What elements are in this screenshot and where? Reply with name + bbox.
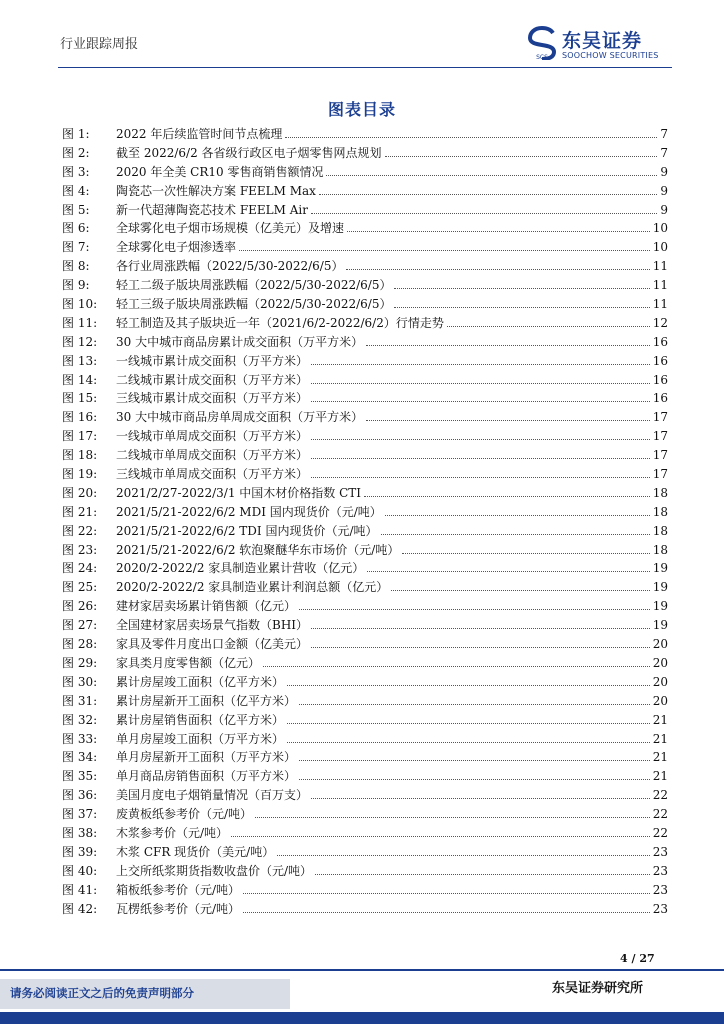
toc-page-number: 10: [652, 221, 668, 236]
toc-entry[interactable]: [62, 881, 668, 900]
toc-leader-dots: [347, 231, 650, 232]
toc-page-number: 23: [652, 844, 668, 859]
toc-figure-title: 轻工三级子版块周涨跌幅（2022/5/30-2022/6/5）: [116, 297, 392, 312]
toc-leader-dots: [299, 760, 650, 761]
toc-leader-dots: [326, 175, 657, 176]
toc-page-number: 20: [652, 637, 668, 652]
toc-leader-dots: [311, 798, 650, 799]
toc-entry[interactable]: [62, 862, 668, 881]
toc-entry[interactable]: [62, 182, 668, 201]
toc-leader-dots: [447, 326, 650, 327]
toc-page-number: 19: [652, 618, 668, 633]
toc-entry[interactable]: [62, 767, 668, 786]
toc-page-number: 11: [652, 278, 668, 293]
toc-figure-label: 图 25:: [62, 580, 98, 595]
toc-entry[interactable]: [62, 541, 668, 560]
toc-figure-label: 图 29:: [62, 655, 98, 670]
toc-figure-title: 三线城市单周成交面积（万平方米）: [116, 467, 309, 482]
table-of-figures: [62, 125, 668, 918]
toc-page-number: 20: [652, 693, 668, 708]
toc-leader-dots: [311, 477, 650, 478]
toc-figure-title: 木浆参考价（元/吨）: [116, 825, 229, 840]
toc-page-number: 9: [660, 202, 668, 217]
toc-figure-label: 图 23:: [62, 542, 98, 557]
toc-figure-title: 截至 2022/6/2 各省级行政区电子烟零售网点规划: [116, 145, 382, 160]
toc-leader-dots: [311, 628, 650, 629]
toc-page-number: 21: [652, 769, 668, 784]
toc-page-number: 19: [652, 599, 668, 614]
toc-entry[interactable]: [62, 843, 668, 862]
toc-figure-label: 图 8:: [62, 259, 90, 274]
toc-figure-label: 图 3:: [62, 164, 90, 179]
toc-page-number: 17: [652, 410, 668, 425]
toc-entry[interactable]: [62, 654, 668, 673]
toc-leader-dots: [346, 269, 649, 270]
toc-figure-title: 全球雾化电子烟渗透率: [116, 240, 237, 255]
toc-page-number: 16: [652, 391, 668, 406]
page-number: 4 / 27: [620, 952, 655, 965]
toc-figure-label: 图 11:: [62, 315, 98, 330]
toc-page-number: 18: [652, 485, 668, 500]
toc-leader-dots: [299, 779, 650, 780]
toc-figure-label: 图 18:: [62, 448, 98, 463]
toc-entry[interactable]: [62, 465, 668, 484]
toc-entry[interactable]: [62, 786, 668, 805]
toc-figure-label: 图 36:: [62, 788, 98, 803]
toc-leader-dots: [311, 439, 650, 440]
toc-figure-label: 图 7:: [62, 240, 90, 255]
toc-page-number: 11: [652, 297, 668, 312]
toc-entry[interactable]: [62, 408, 668, 427]
toc-leader-dots: [385, 156, 658, 157]
toc-figure-label: 图 10:: [62, 297, 98, 312]
toc-figure-title: 上交所纸浆期货指数收盘价（元/吨）: [116, 863, 313, 878]
toc-figure-label: 图 1:: [62, 127, 90, 141]
toc-entry[interactable]: [62, 673, 668, 692]
toc-page-number: 17: [652, 429, 668, 444]
toc-leader-dots: [367, 571, 649, 572]
toc-figure-label: 图 16:: [62, 410, 98, 425]
soochow-logo-icon: [528, 26, 556, 60]
toc-leader-dots: [287, 723, 650, 724]
toc-figure-label: 图 26:: [62, 599, 98, 614]
toc-figure-title: 30 大中城市商品房单周成交面积（万平方米）: [116, 410, 364, 425]
toc-leader-dots: [364, 496, 650, 497]
toc-figure-title: 二线城市单周成交面积（万平方米）: [116, 448, 309, 463]
toc-figure-title: 家具及零件月度出口金额（亿美元）: [116, 637, 309, 652]
toc-leader-dots: [255, 817, 650, 818]
toc-figure-label: 图 22:: [62, 523, 98, 538]
toc-leader-dots: [287, 742, 650, 743]
toc-figure-title: 累计房屋新开工面积（亿平方米）: [116, 693, 297, 708]
toc-figure-title: 三线城市累计成交面积（万平方米）: [116, 391, 309, 406]
toc-figure-label: 图 19:: [62, 467, 98, 482]
toc-figure-title: 单月房屋竣工面积（万平方米）: [116, 731, 285, 746]
toc-entry[interactable]: [62, 333, 668, 352]
toc-figure-label: 图 2:: [62, 145, 90, 160]
toc-leader-dots: [311, 401, 650, 402]
disclaimer-banner: [0, 979, 290, 1009]
toc-figure-title: 累计房屋竣工面积（亿平方米）: [116, 674, 285, 689]
toc-page-number: 16: [652, 353, 668, 368]
toc-leader-dots: [311, 364, 650, 365]
toc-entry[interactable]: [62, 635, 668, 654]
toc-figure-title: 各行业周涨跌幅（2022/5/30-2022/6/5）: [116, 259, 344, 274]
toc-figure-label: 图 13:: [62, 353, 98, 368]
toc-leader-dots: [287, 685, 650, 686]
toc-figure-label: 图 12:: [62, 334, 98, 349]
toc-page-number: 19: [652, 580, 668, 595]
toc-entry[interactable]: [62, 748, 668, 767]
toc-page-number: 12: [652, 315, 668, 330]
toc-figure-label: 图 28:: [62, 637, 98, 652]
toc-page-number: 18: [652, 504, 668, 519]
toc-figure-title: 轻工二级子版块周涨跌幅（2022/5/30-2022/6/5）: [116, 278, 392, 293]
toc-page-number: 22: [652, 788, 668, 803]
toc-leader-dots: [299, 704, 650, 705]
toc-entry[interactable]: [62, 522, 668, 541]
toc-figure-title: 2020/2-2022/2 家具制造业累计利润总额（亿元）: [116, 580, 389, 595]
toc-entry[interactable]: [62, 276, 668, 295]
toc-leader-dots: [285, 137, 657, 138]
toc-figure-title: 2020 年全美 CR10 零售商销售额情况: [116, 164, 324, 179]
toc-figure-title: 建材家居卖场累计销售额（亿元）: [116, 599, 297, 614]
toc-figure-title: 二线城市累计成交面积（万平方米）: [116, 372, 309, 387]
toc-figure-label: 图 4:: [62, 183, 90, 198]
toc-entry[interactable]: [62, 503, 668, 522]
toc-page-number: 21: [652, 712, 668, 727]
toc-entry[interactable]: [62, 219, 668, 238]
toc-page-number: 17: [652, 448, 668, 463]
toc-page-number: 23: [652, 863, 668, 878]
toc-figure-title: 家具类月度零售额（亿元）: [116, 655, 261, 670]
toc-figure-title: 单月商品房销售面积（万平方米）: [116, 769, 297, 784]
toc-figure-label: 图 33:: [62, 731, 98, 746]
toc-page-number: 22: [652, 807, 668, 822]
header-rule: [58, 67, 672, 68]
toc-entry[interactable]: [62, 730, 668, 749]
toc-leader-dots: [311, 458, 650, 459]
toc-entry[interactable]: [62, 805, 668, 824]
toc-figure-title: 陶瓷芯一次性解决方案 FEELM Max: [116, 183, 316, 198]
toc-figure-label: 图 5:: [62, 202, 90, 217]
brand-name-en: SOOCHOW SECURITIES: [562, 51, 659, 60]
toc-leader-dots: [391, 590, 649, 591]
toc-figure-label: 图 38:: [62, 825, 98, 840]
toc-page-number: 21: [652, 750, 668, 765]
toc-leader-dots: [243, 893, 650, 894]
toc-entry[interactable]: [62, 201, 668, 220]
toc-figure-title: 全球雾化电子烟市场规模（亿美元）及增速: [116, 221, 345, 236]
toc-page-number: 7: [660, 145, 668, 160]
toc-leader-dots: [239, 250, 650, 251]
toc-entry[interactable]: [62, 257, 668, 276]
toc-entry[interactable]: [62, 352, 668, 371]
toc-figure-label: 图 40:: [62, 863, 98, 878]
toc-figure-title: 2020/2-2022/2 家具制造业累计营收（亿元）: [116, 561, 365, 576]
toc-page-number: 20: [652, 674, 668, 689]
toc-page-number: 23: [652, 901, 668, 916]
toc-leader-dots: [243, 912, 650, 913]
toc-leader-dots: [299, 609, 650, 610]
toc-page-number: 18: [652, 542, 668, 557]
toc-page-number: 9: [660, 164, 668, 179]
disclaimer-text: 请务必阅读正文之后的免责声明部分: [10, 986, 194, 1000]
toc-entry[interactable]: [62, 125, 668, 144]
footer-bar: [0, 1012, 724, 1024]
toc-entry[interactable]: [62, 900, 668, 919]
toc-leader-dots: [319, 194, 657, 195]
toc-figure-label: 图 34:: [62, 750, 98, 765]
toc-figure-title: 2021/5/21-2022/6/2 MDI 国内现货价（元/吨）: [116, 504, 382, 519]
toc-entry[interactable]: [62, 295, 668, 314]
toc-figure-label: 图 17:: [62, 429, 98, 444]
toc-leader-dots: [394, 288, 649, 289]
toc-entry[interactable]: [62, 427, 668, 446]
toc-entry[interactable]: [62, 389, 668, 408]
toc-figure-label: 图 39:: [62, 844, 98, 859]
toc-leader-dots: [315, 874, 650, 875]
toc-figure-title: 累计房屋销售面积（亿平方米）: [116, 712, 285, 727]
footer-rule: [0, 969, 724, 971]
toc-figure-label: 图 41:: [62, 882, 98, 897]
toc-entry[interactable]: [62, 484, 668, 503]
toc-figure-title: 废黄板纸参考价（元/吨）: [116, 807, 253, 822]
toc-leader-dots: [311, 383, 650, 384]
toc-figure-title: 2021/5/21-2022/6/2 软泡聚醚华东市场价（元/吨）: [116, 542, 400, 557]
toc-figure-title: 2021/2/27-2022/3/1 中国木材价格指数 CTI: [116, 485, 362, 500]
toc-page-number: 16: [652, 372, 668, 387]
brand-name-cn: 东吴证券: [562, 30, 643, 52]
toc-figure-label: 图 30:: [62, 674, 98, 689]
toc-figure-label: 图 21:: [62, 504, 98, 519]
toc-entry[interactable]: [62, 238, 668, 257]
toc-figure-label: 图 27:: [62, 618, 98, 633]
toc-figure-label: 图 6:: [62, 221, 90, 236]
toc-page-number: 17: [652, 467, 668, 482]
toc-figure-title: 轻工制造及其子版块近一年（2021/6/2-2022/6/2）行情走势: [116, 315, 444, 330]
svg-text:SCS: SCS: [536, 54, 548, 60]
toc-entry[interactable]: [62, 559, 668, 578]
toc-figure-label: 图 32:: [62, 712, 98, 727]
toc-entry[interactable]: [62, 616, 668, 635]
institute-name: 东吴证券研究所: [552, 981, 644, 996]
toc-figure-title: 30 大中城市商品房累计成交面积（万平方米）: [116, 334, 364, 349]
toc-entry[interactable]: [62, 692, 668, 711]
toc-page-number: 9: [660, 183, 668, 198]
toc-figure-label: 图 24:: [62, 561, 98, 576]
toc-figure-title: 单月房屋新开工面积（万平方米）: [116, 750, 297, 765]
toc-entry[interactable]: [62, 371, 668, 390]
toc-page-number: 16: [652, 334, 668, 349]
toc-figure-title: 瓦楞纸参考价（元/吨）: [116, 901, 241, 916]
toc-figure-title: 美国月度电子烟销量情况（百万支）: [116, 788, 309, 803]
toc-entry[interactable]: [62, 314, 668, 333]
toc-leader-dots: [231, 836, 650, 837]
toc-leader-dots: [381, 534, 650, 535]
toc-page-number: 23: [652, 882, 668, 897]
toc-page-number: 20: [652, 655, 668, 670]
toc-figure-title: 箱板纸参考价（元/吨）: [116, 882, 241, 897]
toc-figure-title: 一线城市单周成交面积（万平方米）: [116, 429, 309, 444]
toc-figure-title: 木浆 CFR 现货价（美元/吨）: [116, 844, 275, 859]
toc-leader-dots: [277, 855, 650, 856]
toc-entry[interactable]: [62, 597, 668, 616]
toc-entry[interactable]: [62, 163, 668, 182]
toc-page-number: 22: [652, 825, 668, 840]
toc-figure-title: 一线城市累计成交面积（万平方米）: [116, 353, 309, 368]
report-type: 行业跟踪周报: [60, 37, 139, 52]
toc-leader-dots: [311, 647, 650, 648]
toc-figure-title: 2022 年后续监管时间节点梳理: [116, 127, 283, 141]
toc-leader-dots: [311, 213, 657, 214]
toc-leader-dots: [263, 666, 650, 667]
toc-leader-dots: [366, 345, 650, 346]
toc-entry[interactable]: [62, 711, 668, 730]
toc-figure-label: 图 15:: [62, 391, 98, 406]
brand-logo: [528, 24, 678, 64]
toc-leader-dots: [394, 307, 649, 308]
toc-figure-label: 图 37:: [62, 807, 98, 822]
toc-page-number: 7: [660, 127, 668, 141]
toc-page-number: 11: [652, 259, 668, 274]
toc-entry[interactable]: [62, 578, 668, 597]
toc-leader-dots: [366, 420, 650, 421]
toc-leader-dots: [385, 515, 650, 516]
toc-figure-title: 2021/5/21-2022/6/2 TDI 国内现货价（元/吨）: [116, 523, 378, 538]
toc-page-number: 10: [652, 240, 668, 255]
toc-entry[interactable]: [62, 446, 668, 465]
toc-figure-label: 图 31:: [62, 693, 98, 708]
toc-figure-label: 图 42:: [62, 901, 98, 916]
toc-figure-title: 新一代超薄陶瓷芯技术 FEELM Air: [116, 202, 308, 217]
toc-figure-title: 全国建材家居卖场景气指数（BHI）: [116, 618, 309, 633]
toc-page-number: 18: [652, 523, 668, 538]
page-title: 图表目录: [327, 100, 396, 119]
toc-entry[interactable]: [62, 144, 668, 163]
toc-page-number: 21: [652, 731, 668, 746]
toc-figure-label: 图 20:: [62, 485, 98, 500]
toc-figure-label: 图 14:: [62, 372, 98, 387]
toc-leader-dots: [402, 553, 649, 554]
toc-figure-label: 图 35:: [62, 769, 98, 784]
toc-figure-label: 图 9:: [62, 278, 90, 293]
toc-page-number: 19: [652, 561, 668, 576]
toc-entry[interactable]: [62, 824, 668, 843]
